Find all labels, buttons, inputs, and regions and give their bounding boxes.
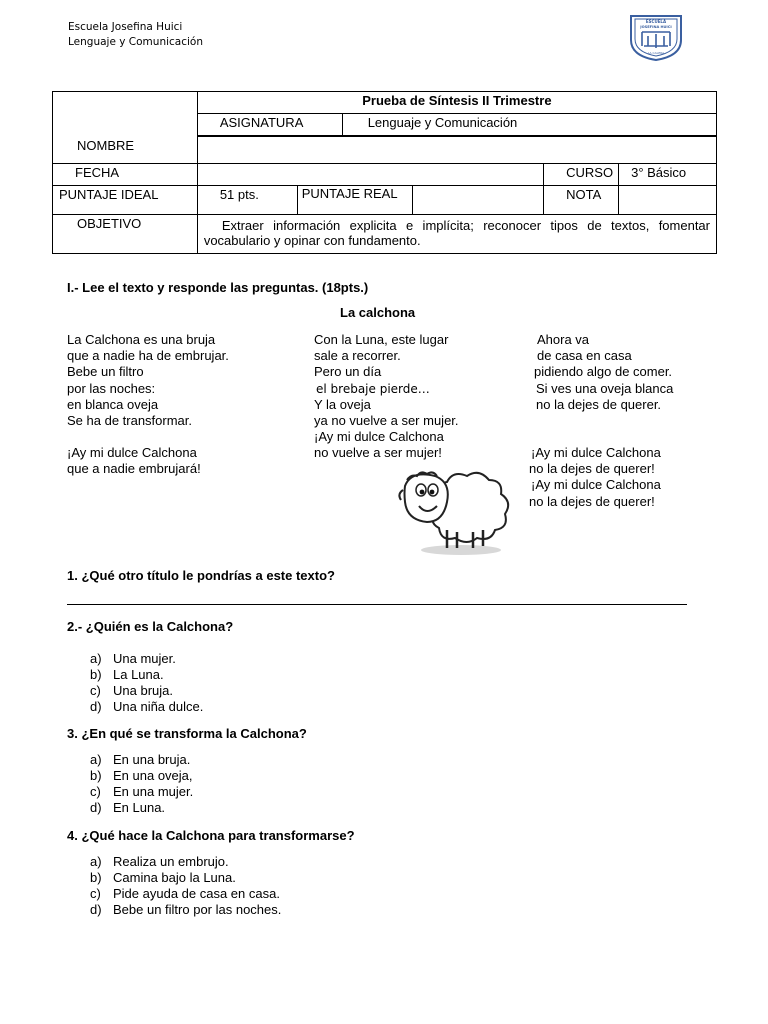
puntaje-real-field <box>412 186 544 215</box>
option-text: Camina bajo la Luna. <box>113 870 236 885</box>
question-1: 1. ¿Qué otro título le pondrías a este texto? <box>67 568 335 583</box>
option-letter: d) <box>90 800 102 815</box>
option <box>90 886 281 902</box>
option-letter: a) <box>90 854 102 869</box>
poem-line: sale a recorrer. <box>314 348 401 364</box>
nota-field <box>619 186 717 215</box>
option-text: En una oveja, <box>113 768 193 783</box>
poem-chorus-line: ¡Ay mi dulce Calchona <box>314 429 444 445</box>
poem-chorus-line: ¡Ay mi dulce Calchona <box>531 445 661 460</box>
option-letter: b) <box>90 667 102 682</box>
poem-line: La Calchona es una bruja <box>67 332 216 347</box>
fecha-label: FECHA <box>53 164 198 186</box>
poem-chorus-line: no la dejes de querer! <box>529 493 655 509</box>
poem-line: pidiendo algo de comer. <box>534 364 673 380</box>
nombre-label: NOMBRE <box>53 137 198 164</box>
option-text: Una niña dulce. <box>113 699 204 714</box>
option <box>90 699 203 715</box>
option-letter: a) <box>90 752 102 767</box>
poem-chorus-line: ¡Ay mi dulce Calchona <box>67 445 197 461</box>
question-3-options <box>90 752 193 816</box>
poem-chorus-line: no la dejes de querer! <box>529 461 655 477</box>
option <box>90 854 281 870</box>
poem-line: en blanca oveja <box>67 396 159 412</box>
poem-line: Bebe un filtro <box>67 364 144 380</box>
poem-line: ya no vuelve a ser mujer. <box>314 413 459 429</box>
sheep-icon <box>397 468 515 558</box>
option <box>90 752 193 768</box>
question-2: 2.- ¿Quién es la Calchona? <box>67 619 234 634</box>
nombre-field <box>197 137 716 164</box>
poem-title: La calchona <box>340 305 416 320</box>
objetivo-value: Extraer información explicita e implícita; reconocer tipos de textos, fomentar vocabulario y opinar con fundamento. <box>197 215 716 254</box>
poem-line: Ahora va <box>537 332 590 347</box>
header-table <box>52 91 717 254</box>
option-letter: d) <box>90 902 102 917</box>
option-text: Una bruja. <box>113 683 173 698</box>
school-name: Escuela Josefina Huici <box>68 21 183 33</box>
option-text: En una bruja. <box>113 752 191 767</box>
answer-line <box>67 604 687 605</box>
option <box>90 800 193 816</box>
option-letter: c) <box>90 683 101 698</box>
option <box>90 870 281 886</box>
puntaje-ideal-value: 51 pts. <box>197 186 297 215</box>
poem-line: Y la oveja <box>314 396 371 412</box>
puntaje-ideal-label: PUNTAJE IDEAL <box>53 186 198 215</box>
option <box>90 902 281 918</box>
option-letter: c) <box>90 784 101 799</box>
option-letter: b) <box>90 870 102 885</box>
curso-label: CURSO <box>544 164 619 186</box>
option-text: Realiza un embrujo. <box>113 854 229 869</box>
option-text: Bebe un filtro por las noches. <box>113 902 282 917</box>
option <box>90 784 193 800</box>
question-4: 4. ¿Qué hace la Calchona para transformarse? <box>67 828 355 843</box>
objetivo-label: OBJETIVO <box>53 215 198 254</box>
question-4-options <box>90 854 281 918</box>
option <box>90 667 203 683</box>
nota-label: NOTA <box>544 186 619 215</box>
poem-line: que a nadie ha de embrujar. <box>67 348 229 364</box>
option-text: Pide ayuda de casa en casa. <box>113 886 280 901</box>
poem-line: Se ha de transformar. <box>67 413 193 429</box>
poem-line: el brebaje pierde… <box>316 381 430 396</box>
option-letter: a) <box>90 651 102 666</box>
option-letter: c) <box>90 886 101 901</box>
question-2-options <box>90 651 203 715</box>
poem-chorus-line: no vuelve a ser mujer! <box>314 445 442 461</box>
option-text: Una mujer. <box>113 651 176 666</box>
poem-line: Si ves una oveja blanca <box>536 380 674 396</box>
option <box>90 768 193 784</box>
logo-text-1: ESCUELA <box>645 19 667 24</box>
poem-line: Pero un día <box>314 364 382 380</box>
test-title: Prueba de Síntesis II Trimestre <box>197 92 716 114</box>
school-header <box>68 20 203 50</box>
poem-chorus-line: que a nadie embrujará! <box>67 461 201 477</box>
school-subject: Lenguaje y Comunicación <box>68 36 203 48</box>
poem-column-3-chorus <box>529 445 661 510</box>
school-logo-icon <box>626 12 686 62</box>
poem-column-3 <box>534 332 673 413</box>
poem-column-1 <box>67 332 229 478</box>
option <box>90 683 203 699</box>
asignatura-label: ASIGNATURA <box>197 114 342 136</box>
poem-line: no la dejes de querer. <box>536 396 662 412</box>
option-letter: b) <box>90 768 102 783</box>
poem-line: de casa en casa <box>537 348 632 364</box>
fecha-field <box>197 164 543 186</box>
option-text: La Luna. <box>113 667 164 682</box>
curso-value: 3° Básico <box>619 164 717 186</box>
puntaje-real-label: PUNTAJE REAL <box>297 186 412 215</box>
poem-chorus-line: ¡Ay mi dulce Calchona <box>531 477 661 493</box>
option-text: En una mujer. <box>113 784 194 799</box>
question-3: 3. ¿En qué se transforma la Calchona? <box>67 726 307 741</box>
option <box>90 651 203 667</box>
logo-text-3: LA CALERA <box>647 51 665 55</box>
poem-line: por las noches: <box>67 380 156 396</box>
poem-line: Con la Luna, este lugar <box>314 332 449 347</box>
poem-column-2 <box>314 332 459 462</box>
logo-text-2: JOSEFINA HUICI <box>640 25 672 29</box>
option-letter: d) <box>90 699 102 714</box>
asignatura-value: Lenguaje y Comunicación <box>342 114 716 136</box>
option-text: En Luna. <box>113 800 166 815</box>
section-instruction: I.- Lee el texto y responde las preguntas. (18pts.) <box>67 280 369 295</box>
